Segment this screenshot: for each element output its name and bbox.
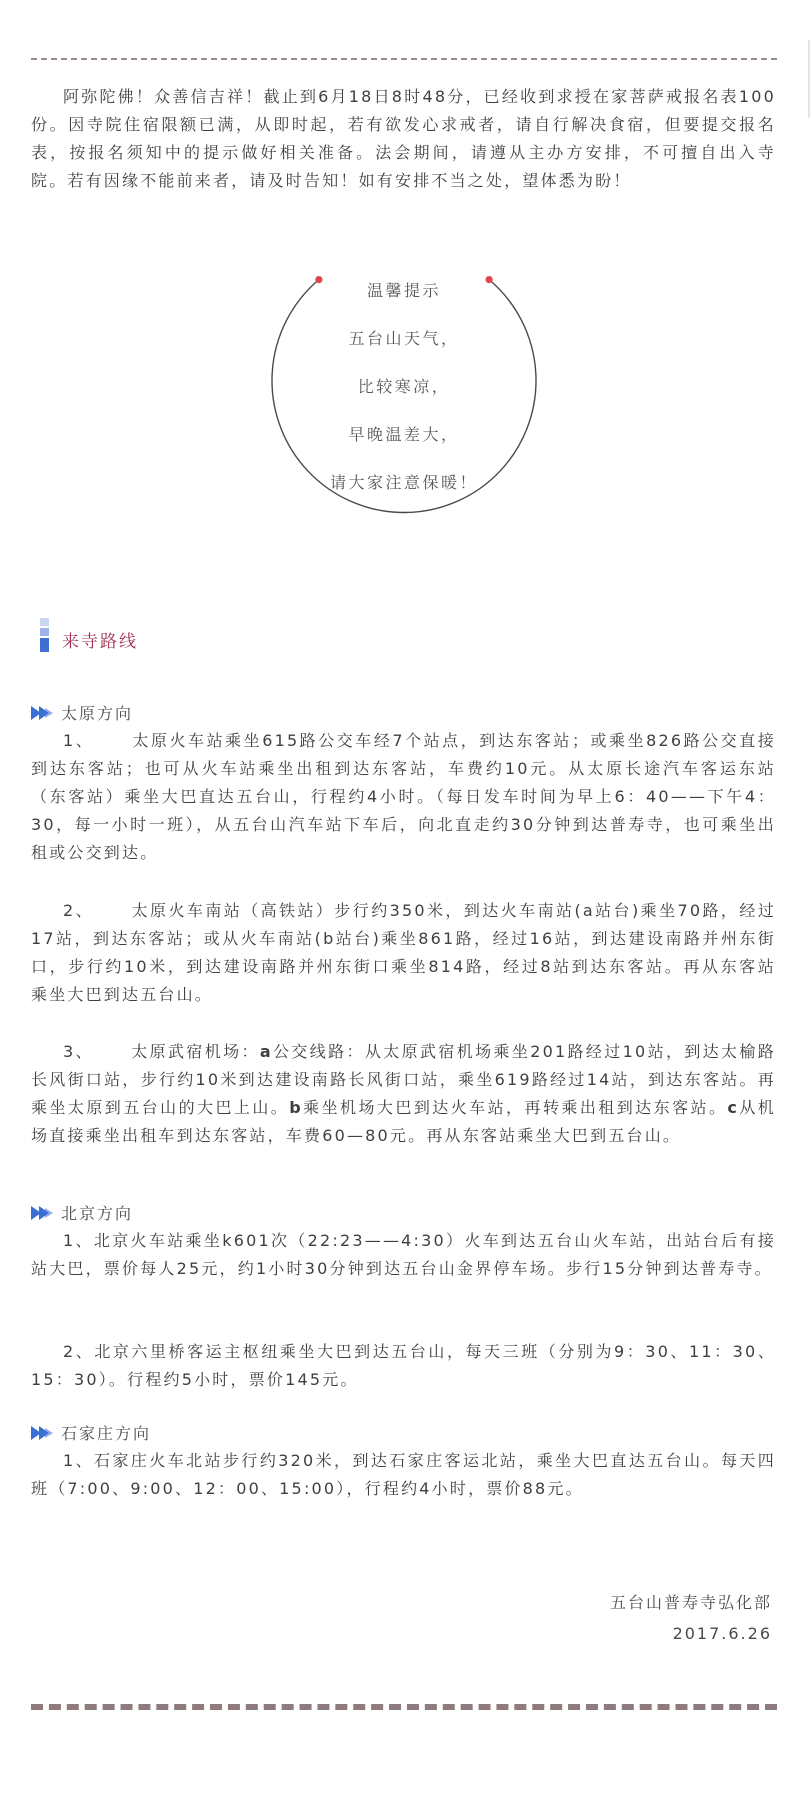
route-number: 1、 <box>63 731 95 750</box>
double-arrow-icon <box>31 705 55 721</box>
route-number: 1、 <box>63 1231 94 1250</box>
tip-ring-icon <box>254 270 554 570</box>
route-text: 北京六里桥客运主枢纽乘坐大巴到达五台山，每天三班（分别为9：30、11：30、15：30）。行程约5小时，票价145元。 <box>31 1342 776 1389</box>
beijing-heading-label: 北京方向 <box>61 1204 134 1223</box>
scrollbar-edge <box>808 40 810 118</box>
option-c-mark: c <box>727 1098 740 1117</box>
tip-title: 温馨提示 <box>366 281 441 300</box>
warm-tip-circle <box>254 270 554 570</box>
route-text: 石家庄火车北站步行约320米，到达石家庄客运北站，乘坐大巴直达五台山。每天四班（7:00、9:00、12：00、15:00），行程约4小时，票价88元。 <box>31 1451 776 1498</box>
taiyuan-route-2 <box>31 897 776 1009</box>
route-lead: 太原武宿机场： <box>131 1042 260 1061</box>
option-c-text: 从机场直接乘坐出租车到达东客站，车费60—80元。再从东客站乘坐大巴到五台山。 <box>31 1098 776 1145</box>
taiyuan-route-3 <box>31 1038 776 1150</box>
beijing-heading <box>31 1201 133 1224</box>
option-b-text: 乘坐机场大巴到达火车站，再转乘出租到达东客站。 <box>302 1098 728 1117</box>
top-dashed-divider <box>31 58 777 60</box>
route-text: 太原火车站乘坐615路公交车经7个站点，到达东客站；或乘坐826路公交直接到达东客站；也可从火车站乘坐出租到达东客站，车费约10元。从太原长途汽车客运东站（东客站）乘坐大巴直达五台山，行程约4小时。（每日发车时间为早上6：40——下午4：30，每一小时一班），从五台山汽车站下车后，向北直走约30分钟到达普寿寺，也可乘坐出租或公交到达。 <box>31 731 776 862</box>
tip-line-keep-warm: 请大家注意保暖！ <box>329 473 478 492</box>
option-b-mark: b <box>289 1098 303 1117</box>
beijing-route-1 <box>31 1227 776 1283</box>
signature-org: 五台山普寿寺弘化部 <box>609 1593 772 1612</box>
intro-paragraph: 阿弥陀佛！众善信吉祥！截止到6月18日8时48分，已经收到求授在家菩萨戒报名表100份。因寺院住宿限额已满，从即时起，若有欲发心求戒者，请自行解决食宿，但要提交报名表，按报名须知中的提示做好相关准备。法会期间，请遵从主办方安排，不可擅自出入寺院。若有因缘不能前来者，请及时告知！如有安排不当之处，望体悉为盼！ <box>31 87 776 190</box>
tip-line-cold: 比较寒凉， <box>357 377 451 396</box>
route-text: 北京火车站乘坐k601次（22:23——4:30）火车到达五台山火车站，出站台后有接站大巴，票价每人25元，约1小时30分钟到达五台山金界停车场。步行15分钟到达普寿寺。 <box>31 1231 776 1278</box>
route-section-heading <box>40 618 138 652</box>
shijiazhuang-route-1 <box>31 1447 776 1503</box>
shijiazhuang-heading-label: 石家庄方向 <box>61 1424 152 1443</box>
taiyuan-heading <box>31 701 133 724</box>
tip-line-temperature: 早晚温差大， <box>348 425 460 444</box>
route-number: 3、 <box>63 1042 94 1061</box>
signature-date: 2017.6.26 <box>672 1624 772 1643</box>
option-a-mark: a <box>259 1042 273 1061</box>
double-arrow-icon <box>31 1425 55 1441</box>
beijing-route-2 <box>31 1338 776 1394</box>
route-number: 1、 <box>63 1451 95 1470</box>
route-text: 太原火车南站（高铁站）步行约350米，到达火车南站(a站台)乘坐70路，经过17站，到达东客站；或从火车南站(b站台)乘坐861路，经过16站，到达建设南路并州东街口，步行约10米，到达建设南路并州东街口乘坐814路，经过8站到达东客站。再从东客站乘坐大巴到达五台山。 <box>31 901 776 1004</box>
shijiazhuang-heading <box>31 1421 151 1444</box>
route-number: 2、 <box>63 901 95 920</box>
taiyuan-heading-label: 太原方向 <box>61 704 134 723</box>
option-a-text: 公交线路：从太原武宿机场乘坐201路经过10站，到达太榆路长风街口站，步行约10米到达建设南路长风街口站，乘坐619路经过14站，到达东客站。再乘坐太原到五台山的大巴上山。 <box>31 1042 777 1117</box>
section-bars-icon <box>40 618 50 652</box>
tip-line-weather: 五台山天气， <box>348 329 460 348</box>
route-number: 2、 <box>63 1342 95 1361</box>
taiyuan-route-1 <box>31 727 776 867</box>
section-title: 来寺路线 <box>62 632 138 652</box>
bottom-dashed-divider <box>31 1704 777 1710</box>
double-arrow-icon <box>31 1205 55 1221</box>
